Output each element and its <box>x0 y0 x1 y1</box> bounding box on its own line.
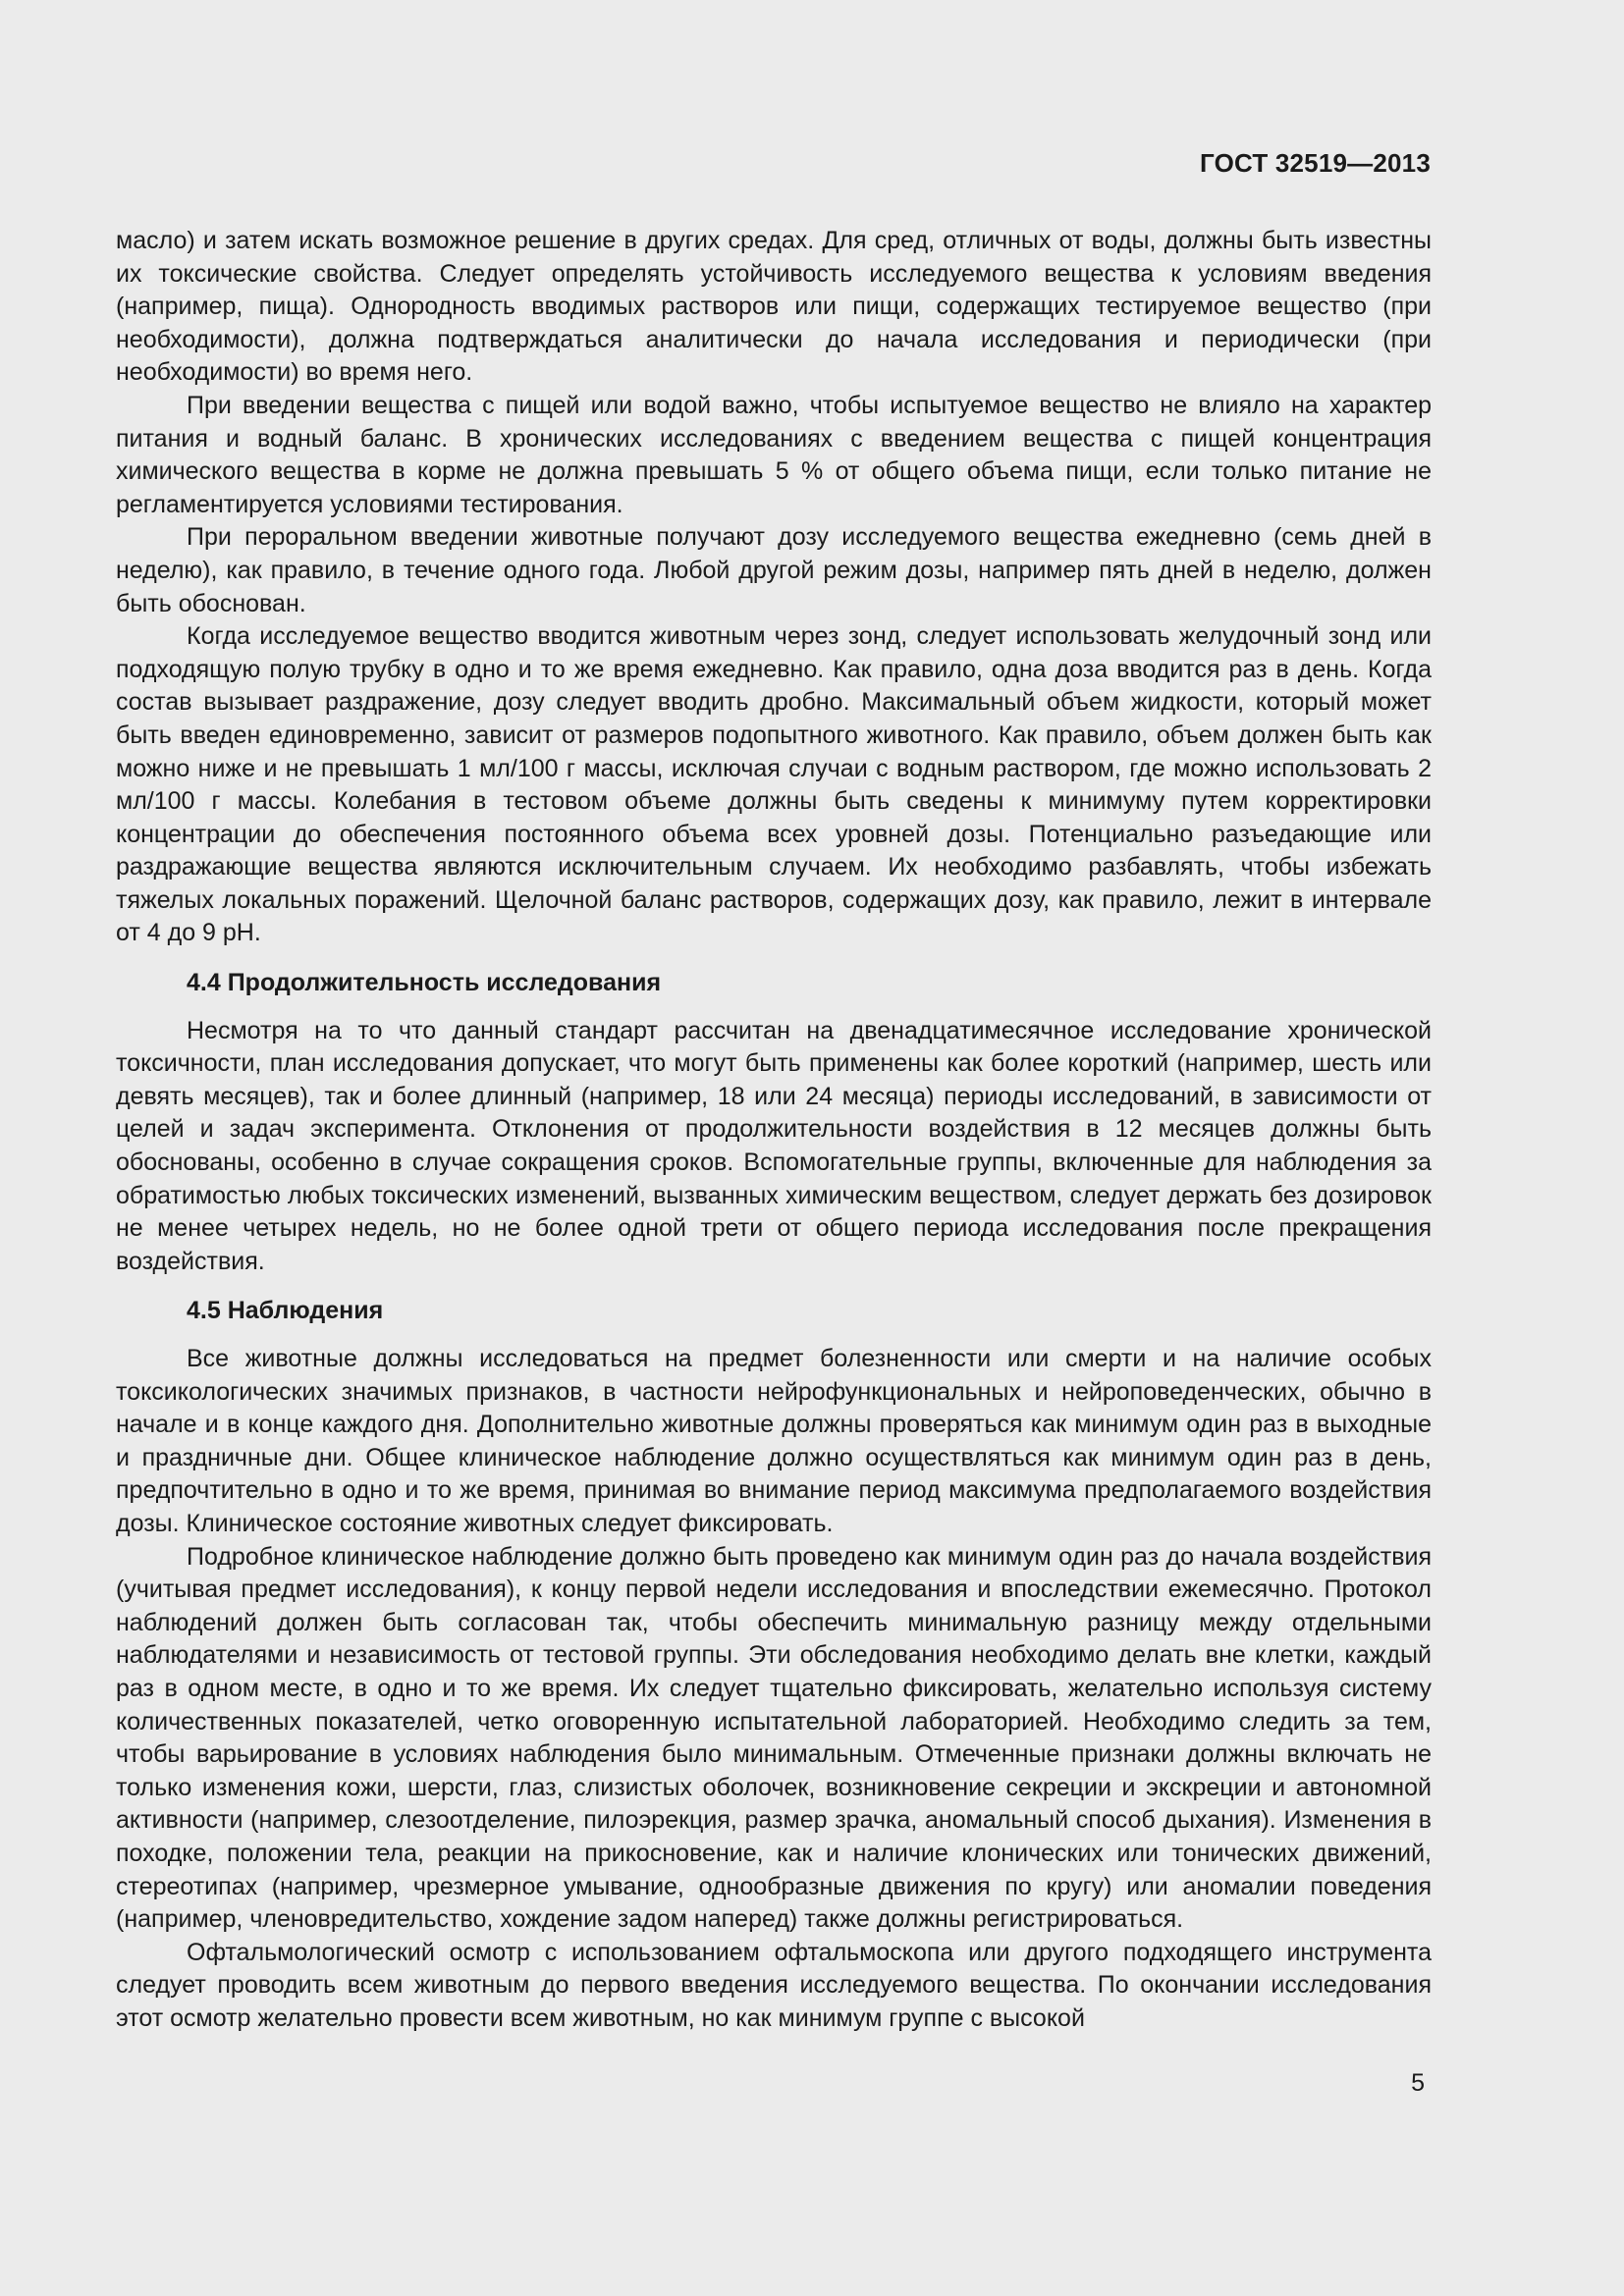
document-header: ГОСТ 32519—2013 <box>1200 148 1431 178</box>
paragraph: Подробное клиническое наблюдение должно быть проведено как минимум один раз до начала воздействия (учитывая предмет исследования), к концу первой недели исследования и впоследствии ежемесячно. Протокол наблюдений должен быть согласован так, чтобы обеспечить минимальную разницу между отдельными наблюдателями и независимость от тестовой группы. Эти обследования необходимо делать вне клетки, каждый раз в одном месте, в одно и то же время. Их следует тщательно фиксировать, желательно используя систему количественных показателей, четко оговоренную испытательной лабораторией. Необходимо следить за тем, чтобы варьирование в условиях наблюдения было минимальным. Отмеченные признаки должны включать не только изменения кожи, шерсти, глаз, слизистых оболочек, возникновение секреции и экскреции и автономной активности (например, слезоотделение, пилоэрекция, размер зрачка, аномальный способ дыхания). Изменения в походке, положении тела, реакции на прикосновение, как и наличие клонических или тонических движений, стереотипах (например, чрезмерное умывание, однообразные движения по кругу) или аномалии поведения (например, членовредительство, хождение задом наперед) также должны регистрироваться. <box>116 1542 1432 1934</box>
page-number: 5 <box>1411 2069 1425 2097</box>
paragraph: Офтальмологический осмотр с использованием офтальмоскопа или другого подходящего инструмента следует проводить всем животным до первого введения исследуемого вещества. По окончании исследования этот осмотр желательно провести всем животным, но как минимум группе с высокой <box>116 1938 1432 2032</box>
paragraph: масло) и затем искать возможное решение в других средах. Для сред, отличных от воды, должны быть известны их токсические свойства. Следует определять устойчивость исследуемого вещества к условиям введения (например, пища). Однородность вводимых растворов или пищи, содержащих тестируемое вещество (при необходимости), должна подтверждаться аналитически до начала исследования и периодически (при необходимости) во время него. <box>116 227 1432 387</box>
paragraph: При введении вещества с пищей или водой важно, чтобы испытуемое вещество не влияло на характер питания и водный баланс. В хронических исследованиях с введением вещества с пищей концентрация химического вещества в корме не должна превышать 5 % от общего объема пищи, если только питание не регламентируется условиями тестирования. <box>116 391 1432 518</box>
paragraph: Несмотря на то что данный стандарт рассчитан на двенадцатимесячное исследование хронической токсичности, план исследования допускает, что могут быть применены как более короткий (например, шесть или девять месяцев), так и более длинный (например, 18 или 24 месяца) периоды исследований, в зависимости от целей и задач эксперимента. Отклонения от продолжительности воздействия в 12 месяцев должны быть обоснованы, особенно в случае сокращения сроков. Вспомогательные группы, включенные для наблюдения за обратимостью любых токсических изменений, вызванных химическим веществом, следует держать без дозировок не менее четырех недель, но не более одной трети от общего периода исследования после прекращения воздействия. <box>116 1016 1432 1275</box>
paragraph: При пероральном введении животные получают дозу исследуемого вещества ежедневно (семь дней в неделю), как правило, в течение одного года. Любой другой режим дозы, например пять дней в неделю, должен быть обоснован. <box>116 523 1432 617</box>
section-heading-4-5: 4.5 Наблюдения <box>187 1297 384 1325</box>
paragraph: Все животные должны исследоваться на предмет болезненности или смерти и на наличие особых токсикологических значимых признаков, в частности нейрофункциональных и нейроповеденческих, обычно в начале и в конце каждого дня. Дополнительно животные должны проверяться как минимум один раз в выходные и праздничные дни. Общее клиническое наблюдение должно осуществляться как минимум один раз в день, предпочтительно в одно и то же время, принимая во внимание период максимума предполагаемого воздействия дозы. Клиническое состояние животных следует фиксировать. <box>116 1345 1432 1537</box>
document-body <box>116 225 1432 2035</box>
paragraph: Когда исследуемое вещество вводится животным через зонд, следует использовать желудочный зонд или подходящую полую трубку в одно и то же время ежедневно. Как правило, одна доза вводится раз в день. Когда состав вызывает раздражение, дозу следует вводить дробно. Максимальный объем жидкости, который может быть введен единовременно, зависит от размеров подопытного животного. Как правило, объем должен быть как можно ниже и не превышать 1 мл/100 г массы, исключая случаи с водным раствором, где можно использовать 2 мл/100 г массы. Колебания в тестовом объеме должны быть сведены к минимуму путем корректировки концентрации до обеспечения постоянного объема всех уровней дозы. Потенциально разъедающие или раздражающие вещества являются исключительным случаем. Их необходимо разбавлять, чтобы избежать тяжелых локальных поражений. Щелочной баланс растворов, содержащих дозу, как правило, лежит в интервале от 4 до 9 pH. <box>116 622 1432 947</box>
section-heading-4-4: 4.4 Продолжительность исследования <box>187 969 662 997</box>
